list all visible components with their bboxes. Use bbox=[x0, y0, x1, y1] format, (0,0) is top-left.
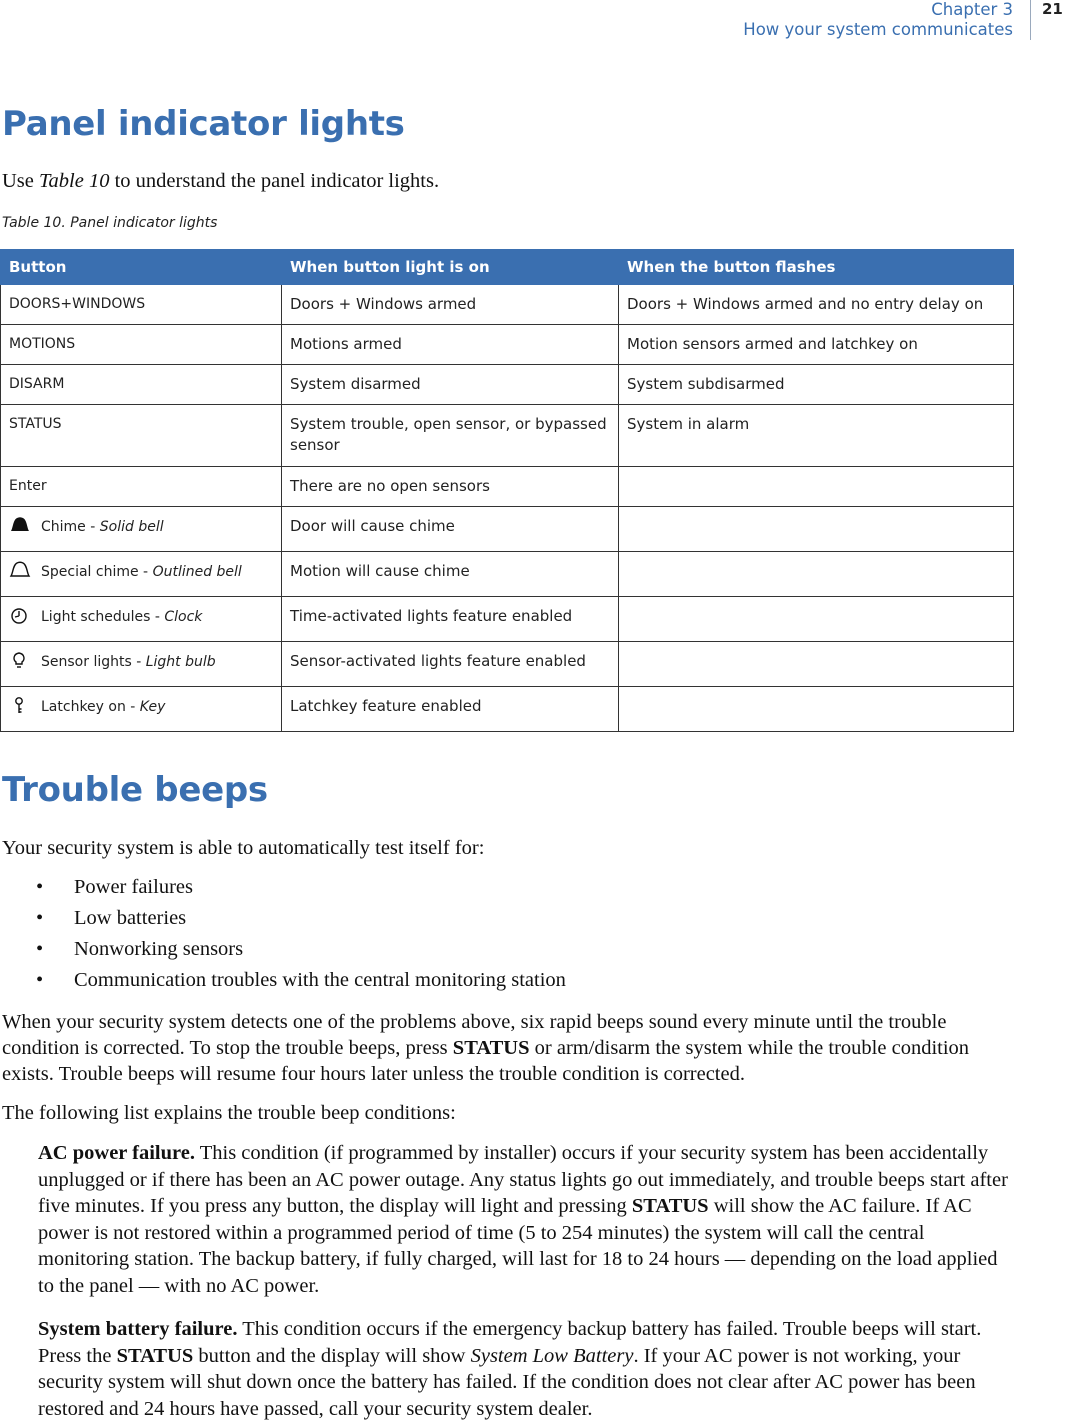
button-cell: DOORS+WINDOWS bbox=[1, 285, 282, 325]
paragraph-text: . If your AC power is not working, your security system will shut down once the battery has failed. If the condition does not clear after AC power has been restored and 24 hours have passed, call your security system dealer. bbox=[38, 1344, 976, 1420]
table-caption: Table 10. Panel indicator lights bbox=[2, 215, 218, 231]
paragraph-text: When your security system detects one of the problems above, six rapid beeps sound every minute until the trouble condition is corrected. To stop the trouble beeps, press bbox=[2, 1011, 947, 1059]
condition-title: AC power failure. bbox=[38, 1142, 195, 1164]
solid-bell-icon bbox=[7, 516, 33, 534]
icon-label: Sensor lights - bbox=[41, 654, 146, 670]
system-battery-failure-paragraph bbox=[38, 1316, 1011, 1422]
flash-cell: System subdisarmed bbox=[619, 365, 1014, 405]
chapter-subtitle: How your system communicates bbox=[743, 20, 1013, 39]
light-on-cell: Doors + Windows armed bbox=[282, 285, 619, 325]
light-on-cell: System disarmed bbox=[282, 365, 619, 405]
flash-cell: Motion sensors armed and latchkey on bbox=[619, 325, 1014, 365]
flash-cell: Doors + Windows armed and no entry delay on bbox=[619, 285, 1014, 325]
header-divider bbox=[1030, 0, 1031, 40]
flash-cell bbox=[619, 642, 1014, 687]
clock-icon bbox=[7, 606, 33, 624]
status-button-ref: STATUS bbox=[116, 1344, 194, 1367]
list-item: • Communication troubles with the central monitoring station bbox=[36, 965, 566, 996]
table-row bbox=[1, 467, 1014, 507]
running-header bbox=[743, 0, 1013, 40]
icon-label: Latchkey on - bbox=[41, 699, 140, 715]
button-cell: Enter bbox=[1, 467, 282, 507]
button-cell: DISARM bbox=[1, 365, 282, 405]
button-cell bbox=[1, 597, 282, 642]
button-cell bbox=[1, 507, 282, 552]
flash-cell bbox=[619, 552, 1014, 597]
light-on-cell: Latchkey feature enabled bbox=[282, 687, 619, 732]
flash-cell: System in alarm bbox=[619, 405, 1014, 467]
trouble-list bbox=[36, 872, 566, 996]
light-on-cell: There are no open sensors bbox=[282, 467, 619, 507]
table-row bbox=[1, 597, 1014, 642]
light-on-cell: Motion will cause chime bbox=[282, 552, 619, 597]
outlined-bell-icon bbox=[7, 561, 33, 579]
button-cell: MOTIONS bbox=[1, 325, 282, 365]
icon-label: Light schedules - bbox=[41, 609, 165, 625]
button-cell bbox=[1, 552, 282, 597]
trouble-intro: Your security system is able to automatically test itself for: bbox=[2, 837, 485, 859]
list-item: • Low batteries bbox=[36, 903, 566, 934]
section-title-trouble-beeps: Trouble beeps bbox=[2, 770, 268, 810]
light-on-cell: Sensor-activated lights feature enabled bbox=[282, 642, 619, 687]
table-row bbox=[1, 552, 1014, 597]
icon-name: Key bbox=[139, 699, 166, 715]
light-bulb-icon bbox=[7, 651, 33, 669]
button-cell: STATUS bbox=[1, 405, 282, 467]
table-reference: Table 10 bbox=[39, 170, 110, 192]
paragraph-text: or arm/disarm the system while the trouble condition exists. Trouble beeps will resume four hours later unless the trouble condition is corrected. bbox=[2, 1037, 970, 1085]
button-cell bbox=[1, 642, 282, 687]
paragraph-text: button and the display will show bbox=[193, 1344, 471, 1367]
table-row bbox=[1, 507, 1014, 552]
trouble-paragraph bbox=[2, 1009, 1011, 1087]
light-on-cell: Motions armed bbox=[282, 325, 619, 365]
icon-name: Solid bell bbox=[99, 519, 164, 535]
table-row bbox=[1, 642, 1014, 687]
intro-text: Use bbox=[2, 170, 40, 192]
table-row bbox=[1, 687, 1014, 732]
light-on-cell: Time-activated lights feature enabled bbox=[282, 597, 619, 642]
paragraph-text: This condition (if programmed by installer) occurs if your security system has been accidentally unplugged or if there has been an AC power outage. Any status lights go out immediately, and trouble beeps start after five minutes. If you press any button, the display will light and pressing bbox=[38, 1142, 1008, 1217]
icon-label: Special chime - bbox=[41, 564, 153, 580]
page-number: 21 bbox=[1042, 0, 1063, 18]
icon-name: Clock bbox=[164, 609, 203, 625]
light-on-cell: Door will cause chime bbox=[282, 507, 619, 552]
light-on-cell: System trouble, open sensor, or bypassed sensor bbox=[282, 405, 619, 467]
conditions-intro: The following list explains the trouble beep conditions: bbox=[2, 1102, 456, 1124]
condition-title: System battery failure. bbox=[38, 1318, 238, 1340]
display-message: System Low Battery bbox=[470, 1344, 634, 1367]
paragraph-text: This condition occurs if the emergency backup battery has failed. Trouble beeps will start. Press the bbox=[38, 1318, 982, 1367]
column-header: When the button flashes bbox=[619, 250, 1014, 285]
section-intro bbox=[2, 168, 1011, 194]
table-row bbox=[1, 405, 1014, 467]
table-row bbox=[1, 365, 1014, 405]
table-row bbox=[1, 325, 1014, 365]
status-button-ref: STATUS bbox=[631, 1195, 709, 1217]
ac-power-failure-paragraph bbox=[38, 1140, 1011, 1299]
flash-cell bbox=[619, 687, 1014, 732]
icon-label: Chime - bbox=[41, 519, 100, 535]
intro-text-end: to understand the panel indicator lights. bbox=[109, 170, 440, 192]
list-item: • Power failures bbox=[36, 872, 566, 903]
button-cell bbox=[1, 687, 282, 732]
status-button-ref: STATUS bbox=[452, 1037, 530, 1059]
flash-cell bbox=[619, 597, 1014, 642]
list-item: • Nonworking sensors bbox=[36, 934, 566, 965]
column-header: Button bbox=[1, 250, 282, 285]
panel-indicator-table bbox=[0, 249, 1014, 732]
key-icon bbox=[7, 696, 33, 714]
flash-cell bbox=[619, 467, 1014, 507]
flash-cell bbox=[619, 507, 1014, 552]
paragraph-text: will show the AC failure. If AC power is not restored within a programmed period of time (5 to 254 minutes) the system will call the central monitoring station. The backup battery, if fully charged, will last for 18 to 24 hours — depending on the load applied to the panel — with no AC power. bbox=[38, 1195, 998, 1297]
column-header: When button light is on bbox=[282, 250, 619, 285]
icon-name: Outlined bell bbox=[152, 564, 242, 580]
chapter-label: Chapter 3 bbox=[931, 0, 1013, 19]
icon-name: Light bulb bbox=[145, 654, 216, 670]
table-row bbox=[1, 285, 1014, 325]
section-title-panel-indicator-lights: Panel indicator lights bbox=[2, 104, 405, 144]
table-header-row bbox=[1, 250, 1014, 285]
